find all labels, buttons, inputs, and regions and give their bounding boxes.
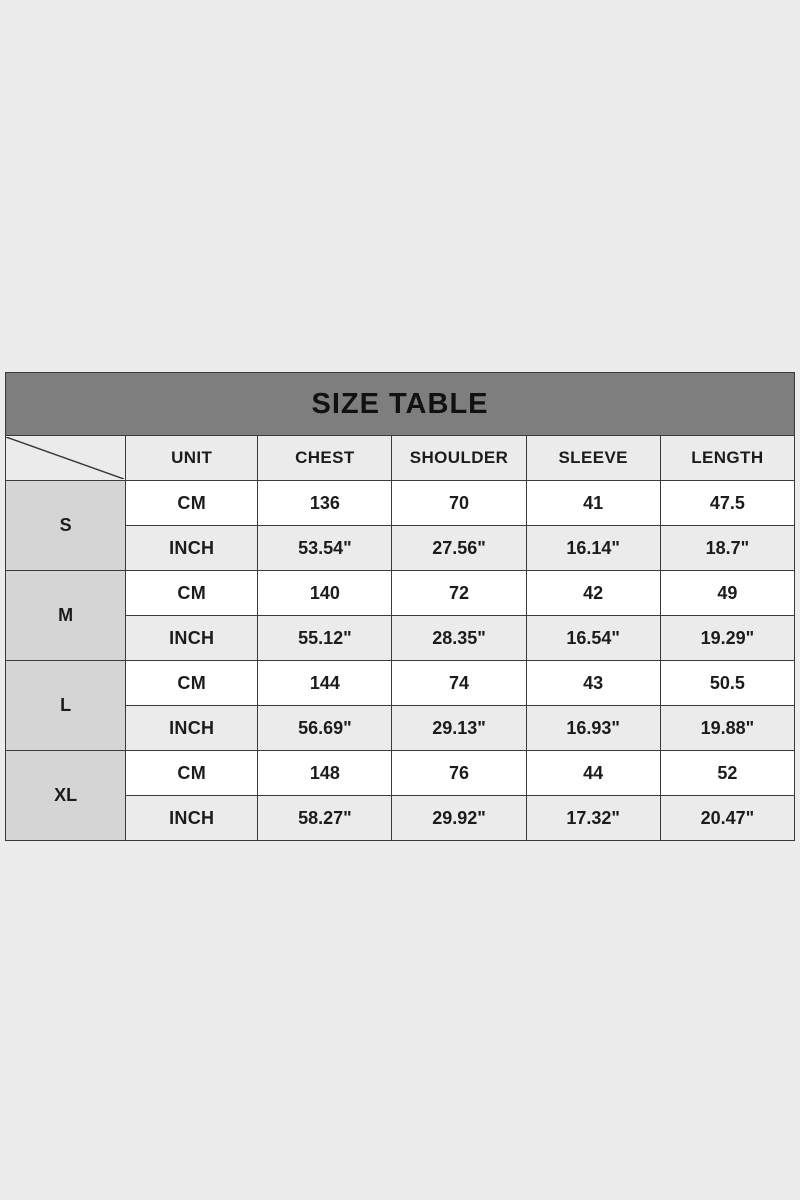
- cell-shoulder-cm: 72: [392, 571, 526, 616]
- size-label-xl: XL: [6, 751, 126, 841]
- table-title-row: [6, 373, 795, 436]
- table-row: [6, 571, 795, 616]
- cell-chest-inch: 55.12": [258, 616, 392, 661]
- cell-chest-cm: 148: [258, 751, 392, 796]
- column-header-sleeve: SLEEVE: [526, 436, 660, 481]
- cell-length-inch: 18.7": [660, 526, 794, 571]
- cell-sleeve-cm: 42: [526, 571, 660, 616]
- cell-sleeve-inch: 16.54": [526, 616, 660, 661]
- cell-chest-inch: 56.69": [258, 706, 392, 751]
- cell-sleeve-cm: 43: [526, 661, 660, 706]
- cell-chest-cm: 136: [258, 481, 392, 526]
- cell-shoulder-cm: 74: [392, 661, 526, 706]
- cell-length-cm: 52: [660, 751, 794, 796]
- cell-shoulder-cm: 76: [392, 751, 526, 796]
- column-header-shoulder: SHOULDER: [392, 436, 526, 481]
- cell-sleeve-inch: 17.32": [526, 796, 660, 841]
- column-header-length: LENGTH: [660, 436, 794, 481]
- table-row: [6, 481, 795, 526]
- diagonal-divider-icon: [6, 436, 126, 481]
- cell-shoulder-inch: 29.92": [392, 796, 526, 841]
- cell-length-inch: 19.29": [660, 616, 794, 661]
- unit-label-inch: INCH: [126, 526, 258, 571]
- size-label-l: L: [6, 661, 126, 751]
- cell-sleeve-inch: 16.14": [526, 526, 660, 571]
- unit-label-inch: INCH: [126, 796, 258, 841]
- cell-shoulder-inch: 29.13": [392, 706, 526, 751]
- unit-label-inch: INCH: [126, 616, 258, 661]
- unit-label-cm: CM: [126, 571, 258, 616]
- cell-chest-inch: 53.54": [258, 526, 392, 571]
- cell-chest-inch: 58.27": [258, 796, 392, 841]
- column-header-chest: CHEST: [258, 436, 392, 481]
- table-header-row: [6, 436, 795, 481]
- cell-shoulder-cm: 70: [392, 481, 526, 526]
- cell-sleeve-cm: 44: [526, 751, 660, 796]
- cell-chest-cm: 140: [258, 571, 392, 616]
- table-row: [6, 661, 795, 706]
- cell-length-cm: 49: [660, 571, 794, 616]
- cell-length-cm: 50.5: [660, 661, 794, 706]
- page-title: SIZE TABLE: [6, 373, 795, 436]
- size-label-s: S: [6, 481, 126, 571]
- cell-chest-cm: 144: [258, 661, 392, 706]
- cell-length-cm: 47.5: [660, 481, 794, 526]
- unit-label-cm: CM: [126, 661, 258, 706]
- column-header-unit: UNIT: [126, 436, 258, 481]
- size-label-m: M: [6, 571, 126, 661]
- cell-length-inch: 20.47": [660, 796, 794, 841]
- cell-shoulder-inch: 28.35": [392, 616, 526, 661]
- unit-label-cm: CM: [126, 751, 258, 796]
- table-row: [6, 751, 795, 796]
- size-table: [5, 372, 795, 841]
- cell-shoulder-inch: 27.56": [392, 526, 526, 571]
- unit-label-inch: INCH: [126, 706, 258, 751]
- cell-sleeve-inch: 16.93": [526, 706, 660, 751]
- unit-label-cm: CM: [126, 481, 258, 526]
- cell-sleeve-cm: 41: [526, 481, 660, 526]
- size-table-container: [5, 372, 795, 841]
- cell-length-inch: 19.88": [660, 706, 794, 751]
